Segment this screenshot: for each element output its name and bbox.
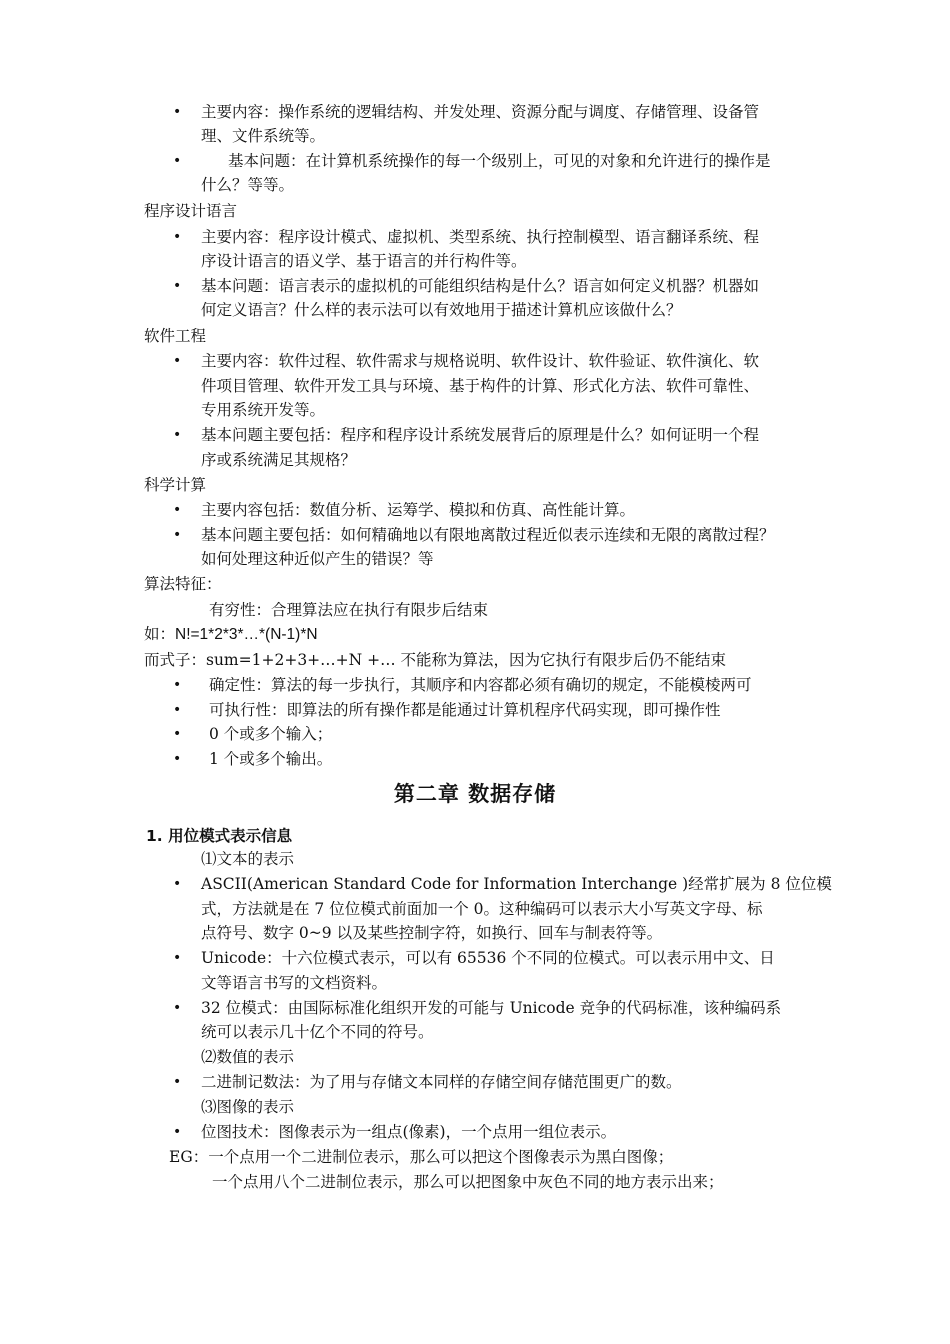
text-line: 一个点用八个二进制位表示，那么可以把图象中灰色不同的地方表示出来； — [212, 1173, 724, 1191]
text-line: 件项目管理、软件开发工具与环境、基于构件的计算、形式化方法、软件可靠性、 — [201, 377, 760, 395]
bullet-marker: • — [173, 950, 182, 966]
subsection-label: ⑵数值的表示 — [201, 1048, 295, 1066]
text-line: Unicode：十六位模式表示，可以有 65536 个不同的位模式。可以表示用中文、日 — [201, 949, 775, 967]
text-line: 序或系统满足其规格？ — [201, 451, 357, 469]
section-label: 软件工程 — [144, 327, 207, 345]
text-line: 主要内容：软件过程、软件需求与规格说明、软件设计、软件验证、软件演化、软 — [201, 352, 760, 370]
bullet-marker: • — [173, 677, 182, 693]
text-line: 式，方法就是在 7 位位模式前面加一个 0。这种编码可以表示大小写英文字母、标 — [201, 900, 763, 918]
text-line: 有穷性：合理算法应在执行有限步后结束 — [209, 601, 489, 619]
bullet-marker: • — [173, 153, 182, 169]
text-line: 基本问题主要包括：程序和程序设计系统发展背后的原理是什么？如何证明一个程 — [201, 426, 760, 444]
bullet-marker: • — [173, 876, 182, 892]
text-line: 文等语言书写的文档资料。 — [201, 974, 388, 992]
bullet-marker: • — [173, 751, 182, 767]
bullet-marker: • — [173, 527, 182, 543]
bullet-marker: • — [173, 229, 182, 245]
text-line: 统可以表示几十亿个不同的符号。 — [201, 1023, 434, 1041]
bullet-marker: • — [173, 702, 182, 718]
text-line: 而式子：sum=1+2+3+…+N +… 不能称为算法，因为它执行有限步后仍不能结束 — [144, 651, 727, 669]
text-line: 如：N!=1*2*3*…*(N-1)*N — [144, 626, 318, 643]
text-line: 二进制记数法：为了用与存储文本同样的存储空间存储范围更广的数。 — [201, 1073, 682, 1091]
bullet-marker: • — [173, 353, 182, 369]
text-line: 序设计语言的语义学、基于语言的并行构件等。 — [201, 252, 527, 270]
text-line: 0 个或多个输入； — [209, 725, 333, 743]
text-line: 32 位模式：由国际标准化组织开发的可能与 Unicode 竞争的代码标准，该种编码系 — [201, 999, 782, 1017]
bullet-marker: • — [173, 502, 182, 518]
text-line: 主要内容：程序设计模式、虚拟机、类型系统、执行控制模型、语言翻译系统、程 — [201, 228, 760, 246]
bullet-marker: • — [173, 278, 182, 294]
bullet-marker: • — [173, 427, 182, 443]
subsection-label: ⑴文本的表示 — [201, 850, 295, 868]
text-line: 位图技术：图像表示为一组点(像素)，一个点用一组位表示。 — [201, 1123, 617, 1141]
text-line: ASCII(American Standard Code for Information Interchange )经常扩展为 8 位位模 — [201, 875, 832, 893]
text-line: 什么？等等。 — [201, 176, 295, 194]
subsection-label: ⑶图像的表示 — [201, 1098, 295, 1116]
bullet-marker: • — [173, 1000, 182, 1016]
text-line: 主要内容包括：数值分析、运筹学、模拟和仿真、高性能计算。 — [201, 501, 636, 519]
text-line: 何定义语言？什么样的表示法可以有效地用于描述计算机应该做什么？ — [201, 301, 682, 319]
text-line: 1 个或多个输出。 — [209, 750, 333, 768]
text-line: 专用系统开发等。 — [201, 401, 326, 419]
section-label: 程序设计语言 — [144, 202, 238, 220]
text-line: 点符号、数字 0~9 以及某些控制字符，如换行、回车与制表符等。 — [201, 924, 663, 942]
section-label: 算法特征： — [144, 575, 222, 593]
text-line: 如何处理这种近似产生的错误？等 — [201, 550, 434, 568]
bullet-marker: • — [173, 1124, 182, 1140]
text-line: 主要内容：操作系统的逻辑结构、并发处理、资源分配与调度、存储管理、设备管 — [201, 103, 760, 121]
text-line: 基本问题：在计算机系统操作的每一个级别上，可见的对象和允许进行的操作是 — [228, 152, 771, 170]
text-line: 可执行性：即算法的所有操作都是能通过计算机程序代码实现，即可操作性 — [209, 701, 721, 719]
bullet-marker: • — [173, 1074, 182, 1090]
section-heading: 1. 用位模式表示信息 — [146, 827, 293, 845]
text-line: 基本问题主要包括：如何精确地以有限地离散过程近似表示连续和无限的离散过程？ — [201, 526, 775, 544]
bullet-marker: • — [173, 104, 182, 120]
bullet-marker: • — [173, 726, 182, 742]
chapter-title: 第二章 数据存储 — [393, 781, 557, 806]
text-line: EG：一个点用一个二进制位表示，那么可以把这个图像表示为黑白图像； — [169, 1148, 674, 1166]
text-line: 确定性：算法的每一步执行，其顺序和内容都必须有确切的规定，不能模棱两可 — [209, 676, 752, 694]
text-line: 基本问题：语言表示的虚拟机的可能组织结构是什么？语言如何定义机器？机器如 — [201, 277, 760, 295]
section-label: 科学计算 — [144, 476, 207, 494]
text-line: 理、文件系统等。 — [201, 127, 326, 145]
